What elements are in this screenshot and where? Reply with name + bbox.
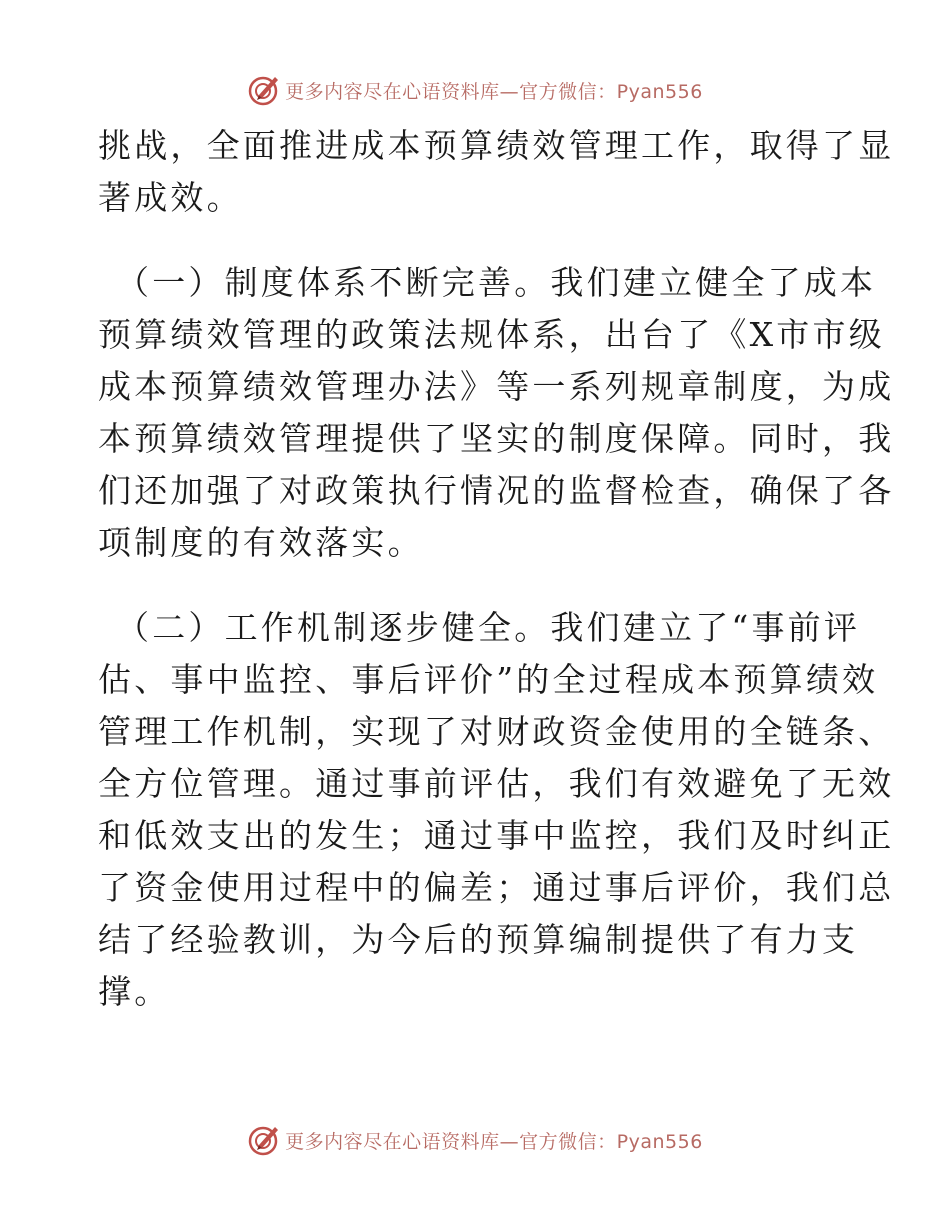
text-line: 们还加强了对政策执行情况的监督检查，确保了各	[98, 471, 895, 510]
watermark-text: 更多内容尽在心语资料库—官方微信：Pyan556	[285, 1130, 703, 1153]
pen-logo-icon	[247, 1123, 281, 1157]
text-line: 了资金使用过程中的偏差；通过事后评价，我们总	[98, 868, 895, 907]
text-line: 撑。	[98, 972, 171, 1011]
text-line: 预算绩效管理的政策法规体系，出台了《X市市级	[98, 315, 885, 354]
text-line: 结了经验教训，为今后的预算编制提供了有力支	[98, 920, 859, 959]
document-body	[98, 120, 895, 1018]
text-line: 项制度的有效落实。	[98, 523, 424, 562]
paragraph-mechanism	[98, 602, 895, 1018]
text-line: 管理工作机制，实现了对财政资金使用的全链条、	[98, 712, 895, 751]
pen-logo-icon	[247, 73, 281, 107]
text-line: 本预算绩效管理提供了坚实的制度保障。同时，我	[98, 419, 895, 458]
text-line: 成本预算绩效管理办法》等一系列规章制度，为成	[98, 367, 895, 406]
text-line: （一）制度体系不断完善。我们建立健全了成本	[116, 263, 877, 302]
paragraph-system	[98, 257, 895, 569]
text-line: 和低效支出的发生；通过事中监控，我们及时纠正	[98, 816, 895, 855]
text-line: （二）工作机制逐步健全。我们建立了“事前评	[116, 608, 861, 647]
text-line: 估、事中监控、事后评价”的全过程成本预算绩效	[98, 660, 879, 699]
text-line: 挑战，全面推进成本预算绩效管理工作，取得了显	[98, 126, 895, 165]
footer-watermark	[0, 1120, 950, 1160]
paragraph-intro	[98, 120, 895, 224]
text-line: 著成效。	[98, 178, 243, 217]
text-line: 全方位管理。通过事前评估，我们有效避免了无效	[98, 764, 895, 803]
header-watermark	[0, 70, 950, 110]
watermark-text: 更多内容尽在心语资料库—官方微信：Pyan556	[285, 80, 703, 103]
